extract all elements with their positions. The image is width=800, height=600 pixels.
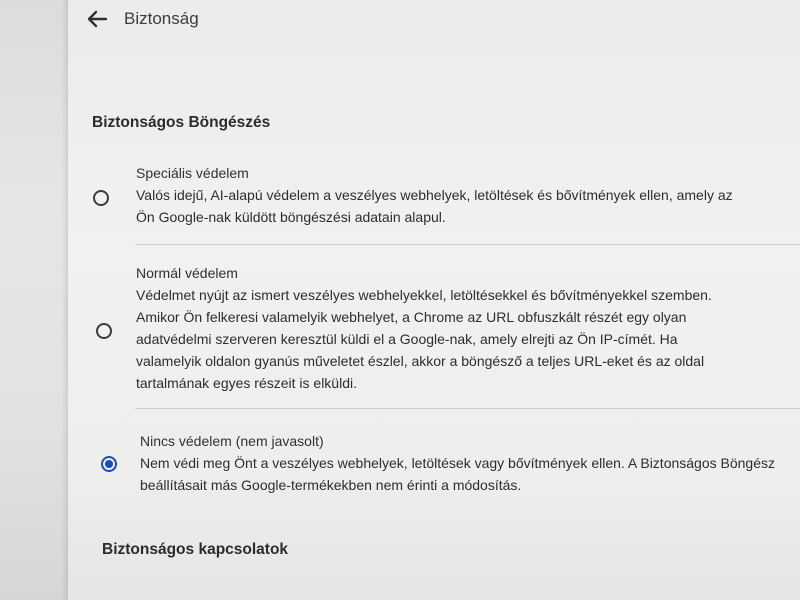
option-description: Valós idejű, AI-alapú védelem a veszélyes webhelyek, letöltések és bővítmények ellen, amely az Ön Google-nak küldött böngészési adatain alapul. xyxy=(136,187,733,225)
back-arrow-icon[interactable] xyxy=(86,9,108,29)
divider xyxy=(135,408,800,409)
option-description: Védelmet nyújt az ismert veszélyes webhelyekkel, letöltésekkel és bővítményekkel szemben. Amikor Ön felkeresi valamelyik webhelyet, a Chrome az URL obfuszkált részét egy olyan adatvédelmi szerveren keresztül küldi el a Google-nak, amely elrejti az Ön IP-címét. Ha valamelyik oldalon gyanús műveletet észlel, akkor a böngésző a teljes URL-eket és az oldal tartalmának egyes részeit is elküldi. xyxy=(136,287,712,391)
secure-connections-section-title: Biztonságos kapcsolatok xyxy=(102,541,289,558)
radio-enhanced-protection[interactable] xyxy=(93,190,109,206)
page-title: Biztonság xyxy=(124,9,199,28)
option-title: Speciális védelem xyxy=(136,165,249,181)
radio-standard-protection[interactable] xyxy=(96,323,112,339)
option-description: Nem védi meg Önt a veszélyes webhelyek, letöltések vagy bővítmények ellen. A Biztonságos Böngész beállításait más Google-termékekben nem érinti a módosítás. xyxy=(140,455,776,493)
option-title: Normál védelem xyxy=(136,265,238,281)
option-title: Nincs védelem (nem javasolt) xyxy=(140,433,324,449)
page-header xyxy=(86,6,199,32)
safe-browsing-section-title: Biztonságos Böngészés xyxy=(92,114,271,131)
radio-no-protection[interactable] xyxy=(101,456,117,472)
divider xyxy=(135,244,800,245)
